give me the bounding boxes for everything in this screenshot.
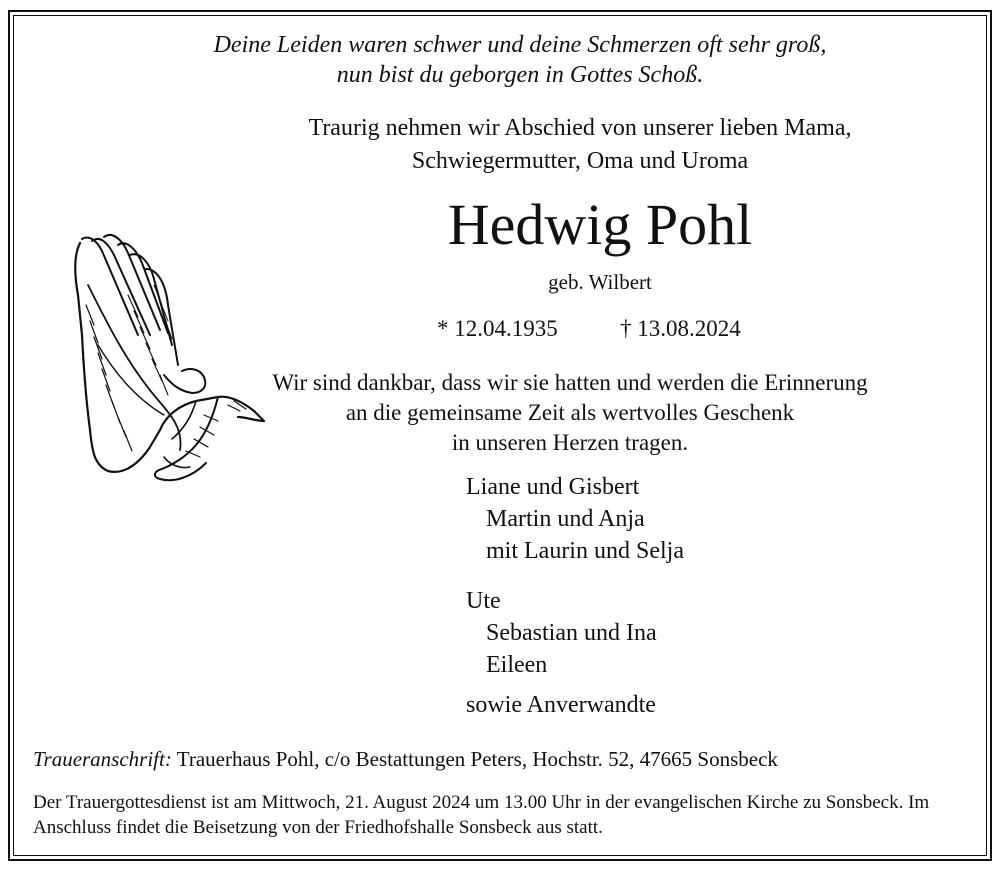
address-label: Traueranschrift: — [33, 747, 172, 771]
birth-date: * 12.04.1935 — [437, 316, 558, 341]
thanks-line-1: Wir sind dankbar, dass wir sie hatten und werden die Erinnerung — [272, 370, 868, 395]
intro-text — [140, 112, 1000, 178]
family-group-1-sub-2: mit Laurin und Selja — [486, 538, 684, 564]
verse — [40, 30, 960, 90]
thanks-line-3: in unseren Herzen tragen. — [451, 430, 689, 455]
maiden-name: geb. Wilbert — [548, 270, 652, 294]
verse-line-2: nun bist du geborgen in Gottes Schoß. — [336, 62, 704, 88]
verse-line-1: Deine Leiden waren schwer und deine Schmerzen oft sehr groß, — [213, 32, 827, 58]
praying-hands-icon — [68, 225, 268, 495]
mourning-address — [33, 747, 778, 772]
thanks-line-2: an die gemeinsame Zeit als wertvolles Geschenk — [345, 400, 795, 425]
intro-line-2: Schwiegermutter, Oma und Uroma — [411, 148, 749, 174]
family-group-2-sub-2: Eileen — [486, 652, 548, 678]
address-text: Trauerhaus Pohl, c/o Bestattungen Peters, Hochstr. 52, 47665 Sonsbeck — [176, 747, 778, 771]
family-group-2-head: Ute — [466, 588, 501, 614]
intro-line-1: Traurig nehmen wir Abschied von unserer lieben Mama, — [308, 115, 852, 141]
service-info: Der Trauergottesdienst ist am Mittwoch, 21. August 2024 um 13.00 Uhr in der evangelischen Kirche zu Sonsbeck. Im Anschluss findet die Beisetzung von der Friedhofshalle Sonsbeck aus statt. — [33, 792, 930, 838]
family-group-1-head: Liane und Gisbert — [466, 474, 640, 500]
relatives: sowie Anverwandte — [466, 692, 656, 718]
deceased-name: Hedwig Pohl — [447, 192, 753, 257]
family-group-1-sub-1: Martin und Anja — [486, 506, 645, 532]
family-group-2-sub-1: Sebastian und Ina — [486, 620, 657, 646]
death-date: † 13.08.2024 — [620, 316, 741, 341]
